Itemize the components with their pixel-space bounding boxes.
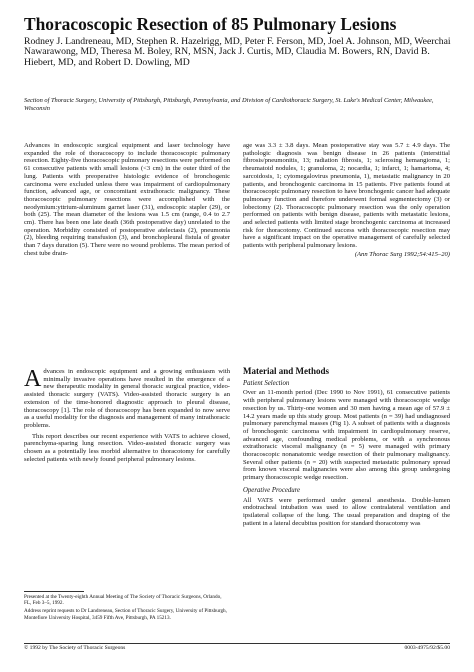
subheading-patient-selection: Patient Selection [243, 379, 290, 387]
subheading-operative-procedure: Operative Procedure [243, 486, 301, 494]
footnote-presented: Presented at the Twenty-eighth Annual Meeting of The Society of Thoracic Surgeons, Orlando, FL, Feb 3–5, 1992. [24, 594, 222, 607]
intro-paragraph-1-text: dvances in endoscopic equipment and a growing enthusiasm with minimally invasive operations have resulted in the emergence of a new therapeutic modality in general thoracic surgical practice, video-assisted thoracic surgery (VATS). Video-assisted thoracic surgery is an extension of the time-honored diagnostic approach to pleural disease, thoracoscopy [1]. The role of thoracoscopy has been expanded to now serve as a useful modality for the diagnosis and management of many intrathoracic problems. [24, 368, 230, 429]
abstract-right-text: age was 3.3 ± 3.8 days. Mean postoperative stay was 5.7 ± 4.9 days. The pathologic diagnosis was benign disease in 26 patients (interstitial fibrosis/pneumonitis, 13; radiation fibrosis, 1; sclerosing hemangioma, 1; rheumatoid nodules, 1; granuloma, 2; nocardia, 1; infarct, 1; hamartoma, 4; sarcoidosis, 1; cytomegalovirus pneumonia, 1), metastatic malignancy in 20 patients, and bronchogenic carcinoma in 15 patients. Five patients found at thoracoscopic pulmonary resection to have bronchogenic cancer had adequate pulmonary function and therefore underwent formal segmentectomy (3) or lobectomy (2). Thoracoscopic pulmonary resection was the only operation performed on patients with benign disease, patients with metastatic lesions, and selected patients with limited stage bronchogenic carcinoma at increased risk for thoracotomy. Continued success with thoracoscopic resection may have a significant impact on the operative management of carefully selected patients with peripheral pulmonary lesions. [243, 142, 450, 250]
intro-paragraph-2: This report describes our recent experience with VATS to achieve closed, parenchyma-sparing lung resection. Video-assisted thoracic surgery was chosen as a potentially less morbid alternative to thoracotomy for carefully selected patients with newly found peripheral pulmonary lesions. [24, 432, 230, 463]
methods-section [243, 368, 450, 530]
footnote-divider [24, 591, 84, 592]
article-title: Thoracoscopic Resection of 85 Pulmonary Lesions [24, 14, 397, 34]
copyright: © 1992 by The Society of Thoracic Surgeons [24, 645, 126, 651]
intro-paragraph-1 [24, 368, 230, 430]
citation: (Ann Thorac Surg 1992;54:415–20) [354, 250, 450, 258]
drop-cap: A [24, 366, 42, 392]
author-list: Rodney J. Landreneau, MD, Stephen R. Hazelrigg, MD, Peter F. Ferson, MD, Joel A. Johnson, MD, Weerchai Nawarawong, MD, Theresa M. Boley, RN, MSN, Jack J. Curtis, MD, Claudia M. Bowers, RN, David B. Hiebert, MD, and Robert D. Dowling, MD [24, 36, 451, 68]
footnote-reprints: Address reprint requests to Dr Landreneau, Section of Thoracic Surgery, University of Pittsburgh, Montefiore University Hospital, 3459 Fifth Ave, Pittsburgh, PA 15213. [24, 608, 227, 621]
footnotes [24, 594, 230, 623]
section-heading: Material and Methods [243, 366, 329, 376]
issn: 0003-4975/92/$5.00 [404, 645, 450, 651]
abstract-left-column: Advances in endoscopic surgical equipment and laser technology have expanded the role of thoracoscopy to include thoracoscopic pulmonary resection. Eighty-five thoracoscopic pulmonary resections were performed on 61 consecutive patients with small lesions (<3 cm) in the outer third of the lung. Patients with preoperative histologic evidence of bronchogenic carcinoma were excluded unless there was impairment of cardiopulmonary function, advanced age, or concomitant extrathoracic malignancy. These thoracoscopic pulmonary resections were accomplished with the neodymium:yttrium-aluminum garnet laser (31), endoscopic stapler (29), or both (25). The mean diameter of the lesions was 1.5 cm (range, 0.4 to 2.7 cm). There has been one late death (36th postoperative day) unrelated to the operation. Morbidity consisted of postoperative atelectasis (2), pneumonia (2), bleeding requiring transfusion (3), and bronchopleural fistula of greater than 7 days duration (5). There were no wound problems. The mean period of chest tube drain- [24, 142, 230, 257]
affiliation: Section of Thoracic Surgery, University of Pittsburgh, Pittsburgh, Pennsylvania, and Division of Cardiothoracic Surgery, St. Luke's Medical Center, Milwaukee, Wisconsin [24, 97, 434, 112]
methods-paragraph-1: Over an 11-month period (Dec 1990 to Nov 1991), 61 consecutive patients with peripheral pulmonary lesions were managed with thoracoscopic wedge resection by us. Thirty-one women and 30 men having a mean age of 57.9 ± 14.2 years made up this study group. Most patients (n = 39) had undiagnosed pulmonary parenchymal masses (Fig 1). A subset of patients with a diagnosis of bronchogenic carcinoma with impairment in cardiopulmonary reserve, advanced age, confounding medical problems, or with a synchronous extrathoracic visceral malignancy (n = 5) were managed with primary thoracoscopic nonanatomic wedge resection of their pulmonary malignancy. Several other patients (n = 20) with suspected metastatic pulmonary spread from known visceral malignancies were also among this group undergoing primary thoracoscopic wedge resection. [243, 389, 450, 482]
introduction [24, 368, 230, 466]
page-footer-divider [24, 643, 450, 644]
abstract-right-column [243, 142, 450, 259]
methods-paragraph-2: All VATS were performed under general anesthesia. Double-lumen endotracheal intubation was used to allow contralateral ventilation and ipsilateral collapse of the lung. The usual preparation and draping of the patient in a lateral decubitus position for standard thoracotomy was [243, 496, 450, 527]
